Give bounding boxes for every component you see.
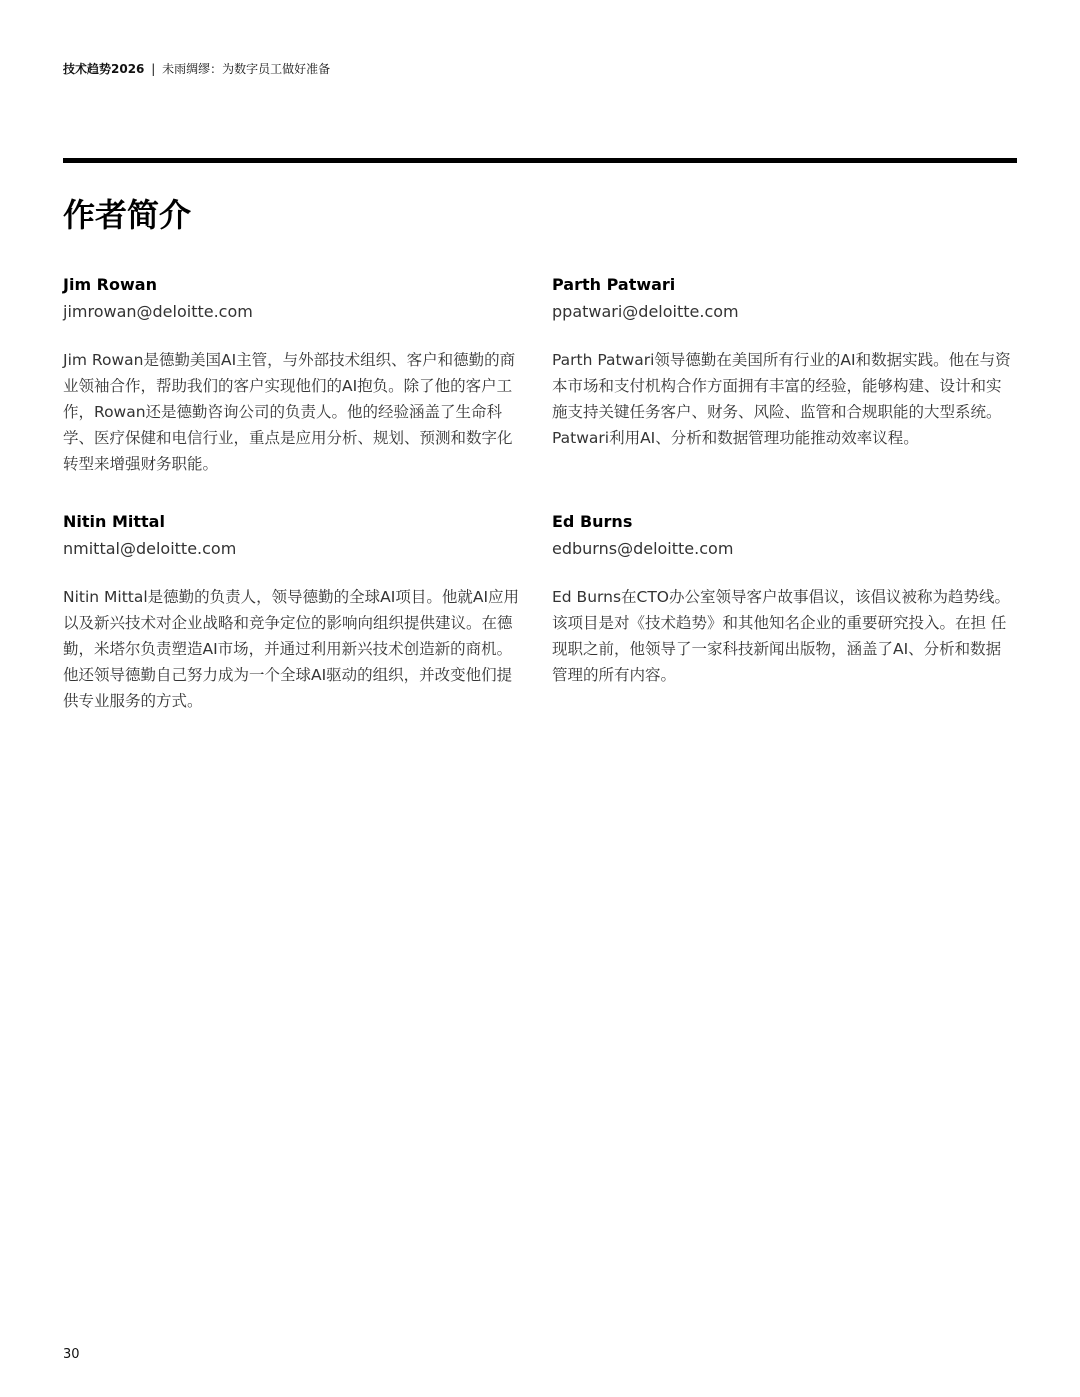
author-card-ed-burns [552, 510, 1014, 688]
author-card-parth-patwari [552, 273, 1014, 451]
author-card-nitin-mittal [63, 510, 525, 714]
report-subtitle: 未雨绸缪：为数字员工做好准备 [162, 62, 331, 76]
author-bio: Jim Rowan是德勤美国AI主管，与外部技术组织、客户和德勤的商业领袖合作，帮助我们的客户实现他们的AI抱负。除了他的客户工作，Rowan还是德勤咨询公司的负责人。他的经验涵盖了生命科学、医疗保健和电信行业，重点是应用分析、规划、预测和数字化转型来增强财务职能。 [63, 351, 516, 473]
section-divider [63, 158, 1017, 163]
author-email-link[interactable]: ppatwari@deloitte.com [552, 302, 739, 321]
author-email-link[interactable]: nmittal@deloitte.com [63, 539, 237, 558]
author-name: Ed Burns [552, 512, 633, 531]
author-name: Nitin Mittal [63, 512, 165, 531]
page-title: 作者简介 [63, 196, 192, 234]
header-separator: | [151, 62, 156, 76]
author-bio: Ed Burns在CTO办公室领导客户故事倡议，该倡议被称为趋势线。该项目是对《技术趋势》和其他知名企业的重要研究投入。在担 任现职之前，他领导了一家科技新闻出版物，涵盖了AI、分析和数据管理的所有内容。 [552, 588, 1011, 684]
author-bio: Nitin Mittal是德勤的负责人，领导德勤的全球AI项目。他就AI应用以及新兴技术对企业战略和竞争定位的影响向组织提供建议。在德勤，米塔尔负责塑造AI市场，并通过利用新兴技术创造新的商机。他还领导德勤自己努力成为一个全球AI驱动的组织，并改变他们提供专业服务的方式。 [63, 588, 520, 710]
author-card-jim-rowan [63, 273, 525, 477]
running-header [63, 61, 330, 77]
page-number: 30 [63, 1347, 80, 1362]
author-bio: Parth Patwari领导德勤在美国所有行业的AI和数据实践。他在与资本市场和支付机构合作方面拥有丰富的经验，能够构建、设计和实施支持关键任务客户、财务、风险、监管和合规职能的大型系统。Patwari利用AI、分析和数据管理功能推动效率议程。 [552, 351, 1011, 447]
author-email-link[interactable]: jimrowan@deloitte.com [63, 302, 253, 321]
author-email-link[interactable]: edburns@deloitte.com [552, 539, 734, 558]
author-name: Parth Patwari [552, 275, 676, 294]
author-name: Jim Rowan [63, 275, 157, 294]
report-series-title: 技术趋势2026 [63, 62, 145, 76]
